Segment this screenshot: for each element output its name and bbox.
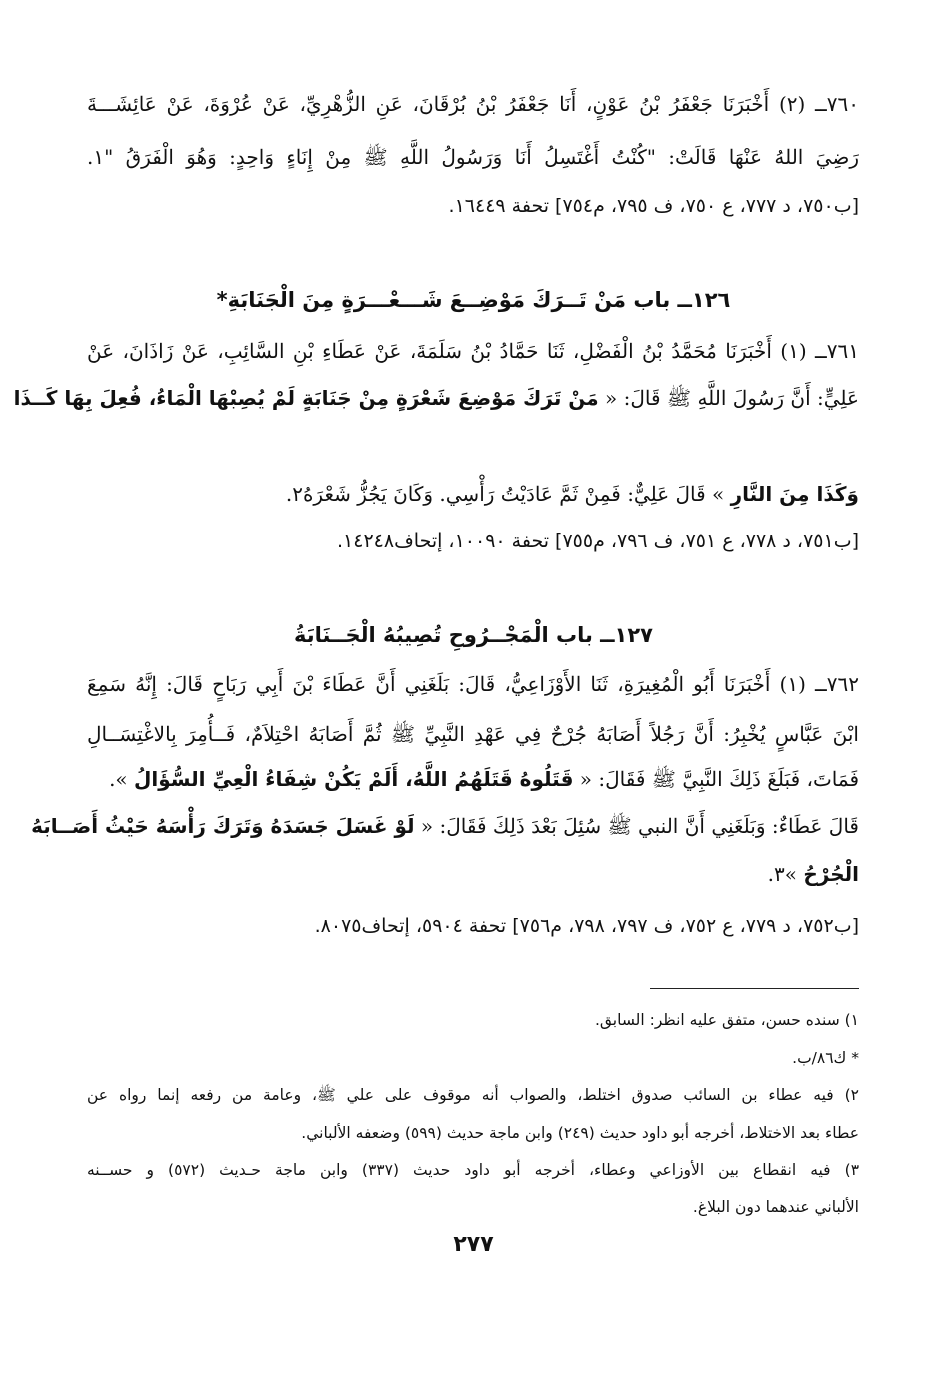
hadith-760-line-2: رَضِيَ اللهُ عَنْهَا قَالَتْ: "كُنْتُ أَغْتَسِلُ أَنَا وَرَسُولُ اللَّهِ ﷺ مِنْ إِنَاءٍ وَاحِدٍ: وَهُوَ الْفَرَقُ "١. <box>87 145 859 169</box>
footnote-star: * ك٨٦/ب. <box>792 1049 859 1067</box>
footnote-2-line-1: ٢) فيه عطاء بن السائب صدوق اختلط، والصواب أنه موقوف على علي ﷺ، وعامة من رفعه إنما رواه عن <box>87 1086 859 1104</box>
hadith-762-narration: فَمَاتَ، فَبَلَغَ ذَلِكَ النَّبِيَّ ﷺ فَقَالَ: « <box>573 767 859 791</box>
hadith-761-intro: عَلِيٍّ: أَنَّ رَسُولَ اللَّهِ ﷺ قَالَ: « <box>598 386 859 410</box>
hadith-762-line-2: ابْنَ عَبَّاسٍ يُخْبِرُ: أَنَّ رَجُلاً أَصَابَهُ جُرْحٌ فِي عَهْدِ النَّبِيِّ ﷺ ثُمَّ أَصَابَهُ احْتِلاَمٌ، فَــأُمِرَ بِالاغْتِسَــالِ <box>87 722 859 746</box>
hadith-762-ata-report: قَالَ عَطَاءٌ: وَبَلَغَنِي أَنَّ النبي ﷺ سُئِلَ بَعْدَ ذَلِكَ فَقَالَ: « <box>414 814 859 838</box>
hadith-762-quote-close-2: »٣. <box>767 862 804 886</box>
hadith-761-prophetic-text-end: وَكَذَا مِنَ النَّارِ <box>730 482 859 506</box>
hadith-762-prophetic-text-2: لَوْ غَسَلَ جَسَدَهُ وَتَرَكَ رَأْسَهُ حَيْثُ أَصَــابَهُ <box>31 814 415 838</box>
hadith-761-line-3 <box>87 478 859 510</box>
footnote-1: ١) سنده حسن، متفق عليه انظر: السابق. <box>594 1011 859 1029</box>
hadith-762-quote-close: ». <box>109 767 135 791</box>
hadith-761-reference: [ب٧٥١، د ٧٧٨، ع ٧٥١، ف ٧٩٦، م٧٥٥] تحفة ١٠٠٩٠، إتحاف١٤٢٤٨. <box>337 530 859 552</box>
hadith-762-prophetic-text-1: قَتَلُوهُ قَتَلَهُمُ اللَّهُ، أَلَمْ يَكُنْ شِفَاءُ الْعِيِّ السُّؤَالُ <box>134 767 574 791</box>
footnote-2-line-2: عطاء بعد الاختلاط، أخرجه أبو داود حديث (٢٤٩) وابن ماجة حديث (٥٩٩) وضعفه الألباني. <box>301 1124 859 1142</box>
hadith-762-line-4 <box>31 810 859 842</box>
hadith-760-reference: [ب٧٥٠، د ٧٧٧، ع ٧٥٠، ف ٧٩٥، م٧٥٤] تحفة ١٦٤٤٩. <box>448 195 859 217</box>
chapter-127-heading: ١٢٧ــ باب الْمَجْــرُوحِ تُصِيبُهُ الْجَــنَابَةُ <box>294 623 653 647</box>
hadith-762-line-1: ٧٦٢ــ (١) أَخْبَرَنَا أَبُو الْمُغِيرَةِ، ثَنَا الأَوْزَاعِيُّ، قَالَ: بَلَغَنِي أَنَّ عَطَاءَ بْنَ أَبِي رَبَاحٍ قَالَ: إِنَّهُ سَمِعَ <box>87 672 859 696</box>
footnote-3-line-2: الألباني عندهما دون البلاغ. <box>692 1198 859 1216</box>
hadith-762-prophetic-text-2-end: الْجُرْحُ <box>803 862 859 886</box>
hadith-762-line-3 <box>87 763 859 795</box>
chapter-126-heading: ١٢٦ــ باب مَنْ تَــرَكَ مَوْضِــعَ شَـــعْـــرَةٍ مِنَ الْجَنَابَةِ* <box>216 288 731 312</box>
hadith-762-line-5 <box>87 858 859 890</box>
hadith-761-line-1: ٧٦١ــ (١) أَخْبَرَنَا مُحَمَّدُ بْنُ الْفَضْلِ، ثَنَا حَمَّادُ بْنُ سَلَمَةَ، عَنْ عَطَاءِ بْنِ السَّائِبِ، عَنْ زَاذَانَ، عَنْ <box>87 339 859 363</box>
hadith-761-comment: » قَالَ عَلِيٌّ: فَمِنْ ثَمَّ عَادَيْتُ رَأْسِي. وَكَانَ يَجُزُّ شَعْرَهُ٢. <box>285 482 731 506</box>
hadith-760-line-1: ٧٦٠ــ (٢) أَخْبَرَنَا جَعْفَرُ بْنُ عَوْنٍ، أَنَا جَعْفَرُ بْنُ بُرْقَانَ، عَنِ الزُّهْرِيِّ، عَنْ عُرْوَةَ، عَنْ عَائِشَـــةَ <box>87 92 859 116</box>
hadith-761-line-2 <box>13 382 859 414</box>
page-number: ٢٧٧ <box>453 1232 494 1257</box>
footnote-divider <box>650 988 859 989</box>
hadith-762-reference: [ب٧٥٢، د ٧٧٩، ع ٧٥٢، ف ٧٩٧، ٧٩٨، م٧٥٦] تحفة ٥٩٠٤، إتحاف٨٠٧٥. <box>314 915 859 937</box>
hadith-761-prophetic-text: مَنْ تَرَكَ مَوْضِعَ شَعْرَةٍ مِنْ جَنَابَةٍ لَمْ يُصِبْهَا الْمَاءُ، فُعِلَ بِهَا كَــذَا <box>13 386 599 410</box>
footnote-3-line-1: ٣) فيه انقطاع بين الأوزاعي وعطاء، أخرجه أبو داود حديث (٣٣٧) وابن ماجة حـديث (٥٧٢) و حســنه <box>87 1161 860 1179</box>
